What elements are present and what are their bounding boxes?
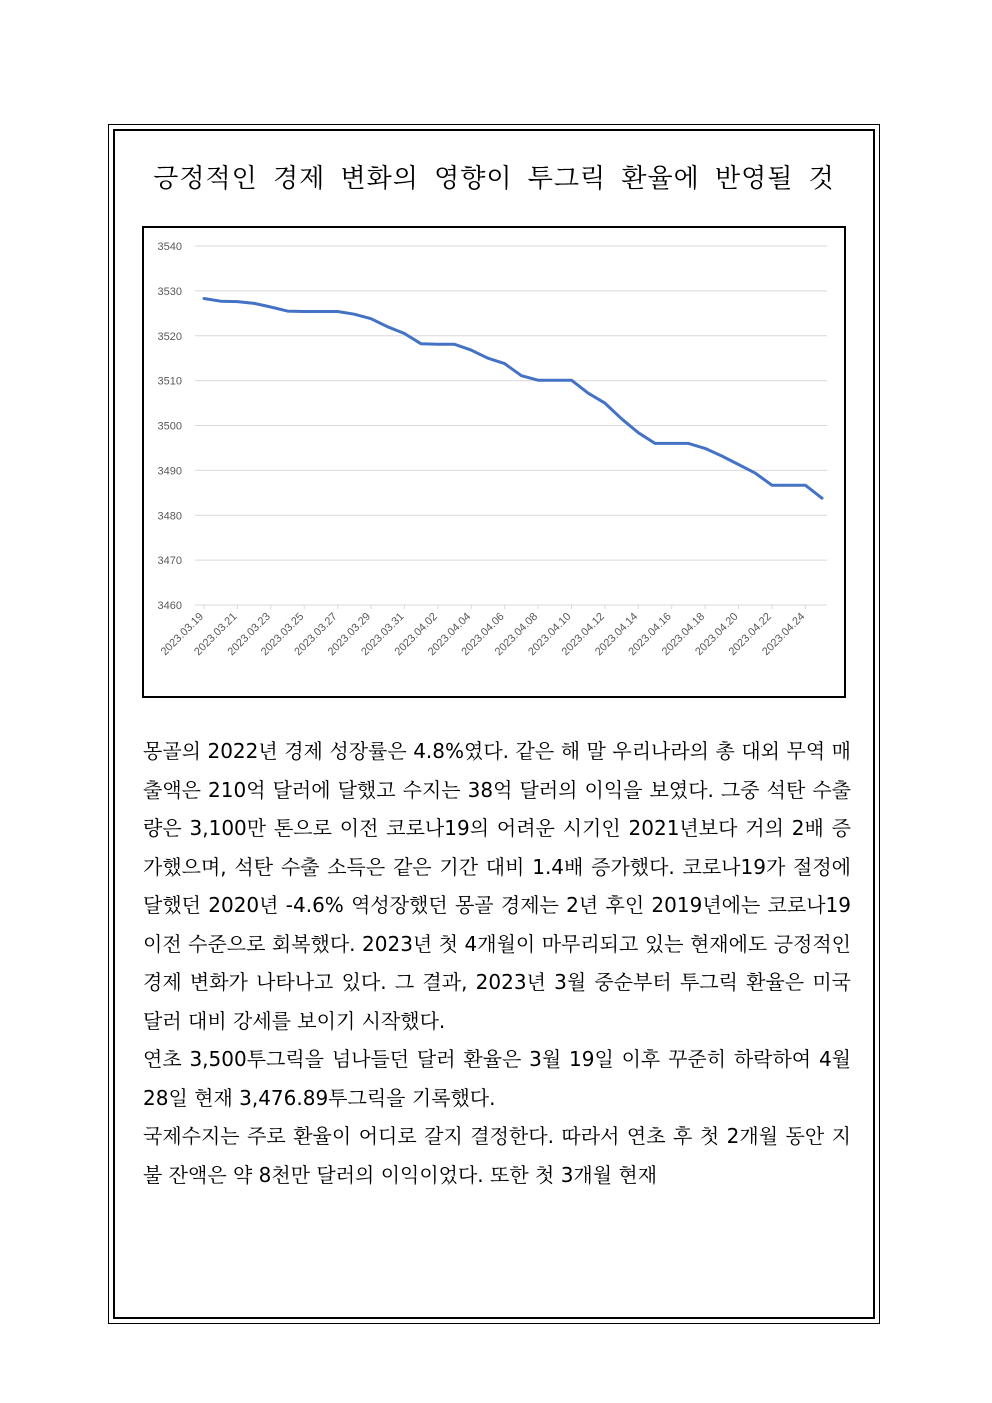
- y-tick-label: 3540: [157, 241, 182, 253]
- x-tick-label: 2023.04.18: [659, 610, 708, 659]
- x-tick-label: 2023.03.25: [258, 610, 307, 659]
- x-tick-label: 2023.03.21: [192, 610, 240, 659]
- y-tick-label: 3480: [157, 510, 182, 523]
- x-tick-label: 2023.04.16: [626, 610, 674, 659]
- x-tick-label: 2023.03.19: [158, 610, 207, 659]
- x-tick-label: 2023.03.29: [325, 610, 374, 659]
- y-tick-label: 3460: [157, 600, 182, 612]
- x-tick-label: 2023.04.14: [592, 610, 641, 659]
- article-body: [143, 732, 851, 1194]
- x-tick-label: 2023.04.20: [693, 610, 741, 659]
- exchange-rate-chart: [142, 226, 846, 698]
- y-tick-label: 3470: [157, 555, 182, 568]
- x-tick-label: 2023.04.24: [759, 610, 808, 659]
- y-tick-label: 3490: [157, 465, 182, 478]
- x-tick-label: 2023.03.23: [225, 610, 273, 659]
- x-tick-label: 2023.04.08: [492, 610, 541, 659]
- x-tick-label: 2023.04.04: [425, 610, 474, 659]
- paragraph-balance-of-payments: 국제수지는 주로 환율이 어디로 갈지 결정한다. 따라서 연초 후 첫 2개월 동안 지불 잔액은 약 8천만 달러의 이익이었다. 또한 첫 3개월 현재: [143, 1124, 851, 1187]
- y-tick-label: 3530: [157, 285, 182, 298]
- x-tick-label: 2023.04.10: [526, 610, 574, 659]
- x-tick-label: 2023.04.12: [559, 610, 607, 659]
- x-tick-label: 2023.03.31: [359, 610, 407, 659]
- y-tick-label: 3520: [157, 330, 182, 343]
- x-tick-label: 2023.04.22: [726, 610, 775, 659]
- page-title: 긍정적인 경제 변화의 영향이 투그릭 환율에 반영될 것: [153, 164, 835, 194]
- x-tick-label: 2023.04.02: [392, 610, 440, 659]
- paragraph-economy-growth: 몽골의 2022년 경제 성장률은 4.8%였다. 같은 해 말 우리나라의 총 대외 무역 매출액은 210억 달러에 달했고 수지는 38억 달러의 이익을 보였다. 그중 석탄 수출량은 3,100만 톤으로 이전 코로나19의 어려운 시기인 2021년보다 거의 2배 증가했으며, 석탄 수출 소득은 같은 기간 대비 1.4배 증가했다. 코로나19가 절정에 달했던 2020년 -4.6% 역성장했던 몽골 경제는 2년 후인 2019년에는 코로나19 이전 수준으로 회복했다. 2023년 첫 4개월이 마무리되고 있는 현재에도 긍정적인 경제 변화가 나타나고 있다. 그 결과, 2023년 3월 중순부터 투그릭 환율은 미국 달러 대비 강세를 보이기 시작했다.: [143, 739, 851, 1033]
- exchange-rate-line: [204, 299, 822, 499]
- line-chart-svg: [144, 228, 844, 696]
- y-tick-label: 3510: [157, 375, 182, 388]
- paragraph-dollar-rate: 연초 3,500투그릭을 넘나들던 달러 환율은 3월 19일 이후 꾸준히 하락하여 4월 28일 현재 3,476.89투그릭을 기록했다.: [143, 1047, 851, 1110]
- x-tick-label: 2023.04.06: [459, 610, 507, 659]
- y-tick-label: 3500: [157, 420, 182, 433]
- x-tick-label: 2023.03.27: [292, 610, 340, 659]
